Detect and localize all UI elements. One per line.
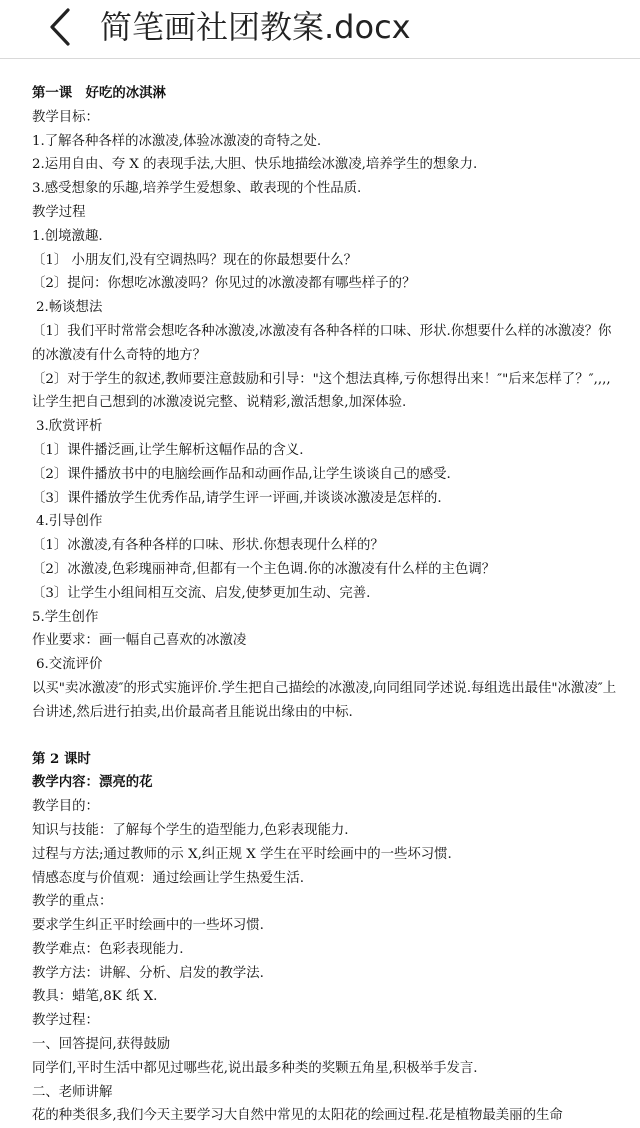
paragraph: 教学方法：讲解、分析、启发的教学法. — [32, 965, 264, 981]
lesson-2-heading: 第 2 课时 — [32, 750, 91, 767]
paragraph: 同学们,平时生活中都见过哪些花,说出最多种类的奖颗五角星,积极举手发言. — [32, 1060, 478, 1076]
paragraph: 6.交流评价 — [36, 657, 103, 673]
paragraph: 〔1〕我们平时常常会想吃各种冰激凌,冰激凌有各种各样的口味、形状.你想要什么样的冰激凌？你的冰激凌有什么奇特的地方？ — [32, 323, 612, 363]
paragraph: 3.感受想象的乐趣,培养学生爱想象、敢表现的个性品质. — [32, 181, 362, 197]
paragraph: 教学过程 — [32, 204, 86, 220]
paragraph: 〔3〕让学生小组间相互交流、启发,使梦更加生动、完善. — [32, 585, 371, 601]
paragraph: 要求学生纠正平时绘画中的一些坏习惯. — [32, 918, 264, 934]
paragraph: 3.欣赏评析 — [36, 419, 103, 435]
paragraph: 〔1〕课件播泛画,让学生解析这幅作品的含义. — [32, 442, 304, 458]
paragraph: 〔3〕课件播放学生优秀作品,请学生评一评画,并谈谈冰激凌是怎样的. — [32, 490, 442, 506]
paragraph: 〔1〕冰激凌,有各种各样的口味、形状.你想表现什么样的？ — [32, 538, 384, 554]
paragraph: 作业要求：画一幅自己喜欢的冰激凌 — [32, 633, 247, 649]
lesson-2-content: 教学内容：漂亮的花 — [32, 774, 153, 791]
document-body — [32, 82, 622, 1128]
back-button[interactable] — [40, 4, 80, 50]
paragraph: 二、老师讲解 — [32, 1084, 113, 1100]
paragraph: 〔2〕对于学生的叙述,教师要注意鼓励和引导："这个想法真棒,亏你想得出来！″"后来怎样了？″,,,,让学生把自己想到的冰激凌说完整、说精彩,激活想象,加深体验. — [32, 371, 611, 411]
paragraph-spacer — [32, 725, 622, 748]
paragraph: 1.创境激趣. — [32, 228, 103, 244]
paragraph: 情感态度与价值观：通过绘画让学生热爱生活. — [32, 870, 305, 886]
app-header — [0, 0, 640, 59]
paragraph: 花的种类很多,我们今天主要学习大自然中常见的太阳花的绘画过程.花是植物最美丽的生命 — [32, 1108, 563, 1124]
chevron-left-icon — [40, 4, 80, 50]
paragraph: 一、回答提问,获得鼓励 — [32, 1037, 171, 1053]
paragraph: 教具：蜡笔,8K 纸 X. — [32, 989, 158, 1005]
paragraph: 4.引导创作 — [36, 514, 103, 530]
paragraph: 〔2〕课件播放书中的电脑绘画作品和动画作品,让学生谈谈自己的感受. — [32, 466, 451, 482]
paragraph: 〔2〕冰激凌,色彩瑰丽神奇,但都有一个主色调.你的冰激凌有什么样的主色调？ — [32, 561, 496, 577]
paragraph: 教学难点：色彩表现能力. — [32, 941, 184, 957]
paragraph: 〔1〕 小朋友们,没有空调热吗？现在的你最想要什么？ — [32, 252, 358, 268]
paragraph: 以买"卖冰激凌″的形式实施评价.学生把自己描绘的冰激凌,向同组同学述说.每组选出最佳"冰激凌″上台讲述,然后进行拍卖,出价最高者且能说出缘由的中标. — [32, 680, 617, 720]
paragraph: 教学目标： — [32, 109, 99, 125]
paragraph: 知识与技能：了解每个学生的造型能力,色彩表现能力. — [32, 822, 349, 838]
paragraph: 1.了解各种各样的冰激凌,体验冰激凌的奇特之处. — [32, 133, 322, 149]
paragraph: 2.畅谈想法 — [36, 300, 103, 316]
paragraph: 教学目的： — [32, 799, 99, 815]
paragraph: 〔2〕提问：你想吃冰激凌吗？你见过的冰激凌都有哪些样子的？ — [32, 276, 416, 292]
paragraph: 过程与方法;通过教师的示 X,纠正规 X 学生在平时绘画中的一些坏习惯. — [32, 846, 452, 862]
document-title: 简笔画社团教案.docx — [100, 8, 411, 46]
paragraph: 5.学生创作 — [32, 609, 99, 625]
paragraph: 教学的重点： — [32, 894, 113, 910]
lesson-1-heading: 第一课 好吃的冰淇淋 — [32, 85, 166, 101]
paragraph: 教学过程： — [32, 1013, 99, 1029]
paragraph: 2.运用自由、夸 X 的表现手法,大胆、快乐地描绘冰激凌,培养学生的想象力. — [32, 157, 478, 173]
